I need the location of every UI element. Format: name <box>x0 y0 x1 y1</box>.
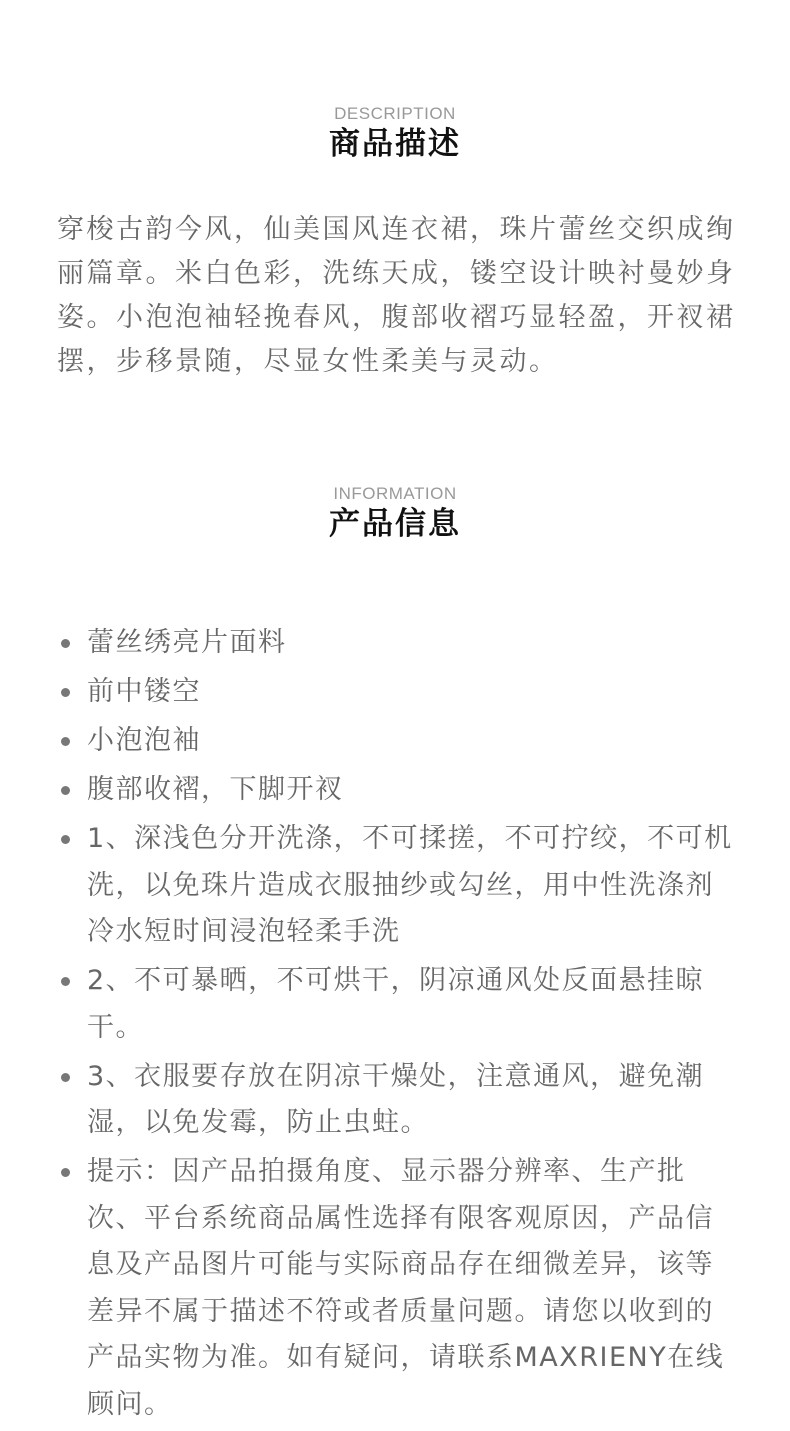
bullet-dot-icon <box>61 1168 70 1177</box>
list-item-text: 1、深浅色分开洗涤，不可揉搓，不可拧绞，不可机洗，以免珠片造成衣服抽纱或勾丝，用中性洗涤剂冷水短时间浸泡轻柔手洗 <box>87 823 733 947</box>
information-en-label: INFORMATION <box>333 484 457 503</box>
list-item-text: 小泡泡袖 <box>87 725 201 756</box>
bullet-dot-icon <box>61 977 70 986</box>
list-item <box>57 958 737 1051</box>
list-item-text: 蕾丝绣亮片面料 <box>87 627 287 658</box>
description-header <box>0 104 790 164</box>
list-item <box>57 816 737 956</box>
list-item <box>57 1054 737 1147</box>
bullet-dot-icon <box>61 835 70 844</box>
list-item-text: 2、不可暴晒，不可烘干，阴凉通风处反面悬挂晾干。 <box>87 965 705 1043</box>
description-en-label: DESCRIPTION <box>334 104 456 123</box>
list-item <box>57 620 737 667</box>
description-text: 穿梭古韵今风，仙美国风连衣裙，珠片蕾丝交织成绚丽篇章。米白色彩，洗练天成，镂空设计映衬曼妙身姿。小泡泡袖轻挽春风，腹部收褶巧显轻盈，开衩裙摆，步移景随，尽显女性柔美与灵动。 <box>57 214 736 377</box>
information-title: 产品信息 <box>329 506 461 542</box>
information-list <box>57 620 737 1431</box>
list-item-text: 前中镂空 <box>87 676 201 707</box>
bullet-dot-icon <box>61 639 70 648</box>
list-item-text: 腹部收褶，下脚开衩 <box>87 774 344 805</box>
description-title: 商品描述 <box>329 126 461 162</box>
bullet-dot-icon <box>61 688 70 697</box>
list-item-text: 提示：因产品拍摄角度、显示器分辨率、生产批次、平台系统商品属性选择有限客观原因，产品信息及产品图片可能与实际商品存在细微差异，该等差异不属于描述不符或者质量问题。请您以收到的产品实物为准。如有疑问，请联系MAXRIENY在线顾问。 <box>87 1156 725 1420</box>
bullet-dot-icon <box>61 737 70 746</box>
list-item <box>57 718 737 765</box>
list-item-text: 3、衣服要存放在阴凉干燥处，注意通风，避免潮湿，以免发霉，防止虫蛀。 <box>87 1060 705 1138</box>
list-item <box>57 669 737 716</box>
list-item <box>57 1149 737 1428</box>
information-header <box>0 484 790 544</box>
list-item <box>57 767 737 814</box>
bullet-dot-icon <box>61 786 70 795</box>
bullet-dot-icon <box>61 1073 70 1082</box>
